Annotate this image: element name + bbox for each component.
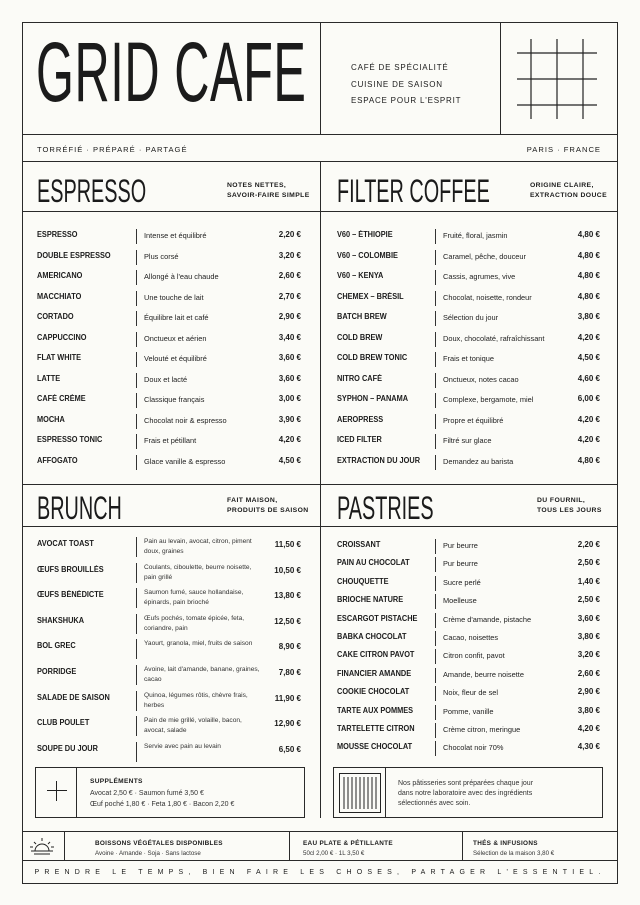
supplements-line: Avocat 2,50 € · Saumon fumé 3,50 €	[90, 790, 204, 797]
section-title-brunch: BRUNCH	[37, 490, 122, 526]
menu-row	[337, 292, 600, 306]
pastry-info-line: Nos pâtisseries sont préparées chaque jour	[398, 780, 534, 787]
item-desc: Pain au levain, avocat, citron, piment doux, graines	[144, 538, 252, 555]
item-price: 2,50 €	[577, 558, 600, 568]
divider	[435, 455, 436, 470]
menu-row	[337, 742, 600, 756]
item-price: 2,20 €	[278, 230, 301, 239]
divider	[435, 631, 436, 646]
item-desc: Cassis, agrumes, vive	[443, 272, 516, 281]
item-price: 3,00 €	[278, 394, 301, 403]
divider	[435, 434, 436, 449]
item-name: CHEMEX – BRÉSIL	[337, 291, 404, 301]
item-desc: Pomme, vanille	[443, 706, 494, 716]
divider	[136, 742, 137, 762]
item-desc: Intense et équilibré	[144, 231, 207, 240]
menu-row	[337, 456, 600, 470]
menu-row	[37, 292, 301, 306]
divider	[136, 716, 137, 736]
footer-water-title: EAU PLATE & PÉTILLANTE	[303, 840, 393, 847]
divider	[435, 352, 436, 367]
item-price: 3,80 €	[577, 632, 600, 641]
divider	[435, 649, 436, 664]
brunch-row	[37, 742, 301, 766]
divider	[435, 414, 436, 429]
menu-row	[337, 374, 600, 388]
item-name: MOUSSE CHOCOLAT	[337, 742, 413, 752]
divider	[435, 373, 436, 388]
menu-row	[37, 415, 301, 429]
section-note-line: SAVOIR-FAIRE SIMPLE	[227, 192, 310, 199]
divider	[136, 311, 137, 326]
item-desc: Sélection du jour	[443, 313, 499, 322]
item-name: BOL GREC	[37, 641, 76, 651]
item-price: 11,90 €	[274, 693, 301, 703]
footer-motto: PRENDRE LE TEMPS, BIEN FAIRE LES CHOSES, PARTAGER L'ESSENTIEL.	[34, 869, 606, 876]
divider	[435, 250, 436, 265]
sun-icon	[30, 837, 54, 857]
item-price: 4,80 €	[577, 230, 600, 239]
divider	[435, 291, 436, 306]
menu-row	[337, 251, 600, 265]
menu-row	[37, 312, 301, 326]
brunch-row	[37, 588, 301, 612]
section-note-line: EXTRACTION DOUCE	[530, 192, 608, 199]
item-name: ŒUFS BROUILLÉS	[37, 564, 104, 574]
item-desc: Filtré sur glace	[443, 436, 492, 445]
tagline	[351, 60, 461, 110]
item-price: 12,90 €	[274, 719, 301, 729]
item-desc: Chocolat, noisette, rondeur	[443, 292, 532, 302]
item-name: SHAKSHUKA	[37, 615, 85, 625]
menu-row	[37, 374, 301, 388]
item-price: 4,20 €	[577, 414, 600, 424]
item-name: CLUB POULET	[37, 718, 90, 728]
item-desc: Glace vanille & espresso	[144, 456, 226, 466]
menu-row	[337, 435, 600, 449]
divider	[435, 229, 436, 244]
supplements-box	[35, 767, 305, 818]
section-title-espresso: ESPRESSO	[37, 173, 147, 209]
menu-row	[37, 435, 301, 449]
item-name: EXTRACTION DU JOUR	[337, 455, 421, 465]
divider	[136, 537, 137, 557]
item-desc: Noix, fleur de sel	[443, 688, 499, 698]
item-desc: Plus corsé	[144, 251, 179, 261]
menu-row	[337, 687, 600, 701]
item-desc: Quinoa, légumes rôtis, chèvre frais, herbes	[144, 691, 248, 709]
item-price: 4,80 €	[577, 271, 600, 280]
item-name: ESCARGOT PISTACHE	[337, 613, 418, 623]
item-price: 2,20 €	[577, 540, 600, 549]
item-name: PORRIDGE	[37, 667, 77, 676]
divider	[136, 393, 137, 408]
divider	[136, 639, 137, 659]
item-desc: Onctueux, notes cacao	[443, 374, 519, 384]
item-name: ŒUFS BÉNÉDICTE	[37, 590, 104, 600]
divider	[435, 270, 436, 285]
section-note-line: FAIT MAISON,	[227, 497, 278, 504]
menu-row	[337, 333, 600, 347]
divider	[136, 588, 137, 608]
fournil-icon	[339, 773, 381, 813]
item-desc: Frais et tonique	[443, 354, 494, 363]
divider	[136, 352, 137, 367]
item-name: FLAT WHITE	[37, 353, 82, 362]
item-price: 13,80 €	[274, 591, 301, 601]
divider	[435, 723, 436, 738]
menu-row	[337, 271, 600, 285]
item-price: 3,80 €	[577, 705, 600, 715]
brunch-row	[37, 537, 301, 561]
item-price: 2,90 €	[577, 687, 600, 697]
section-note	[227, 181, 310, 201]
menu-row	[337, 595, 600, 609]
section-note-line: TOUS LES JOURS	[537, 507, 602, 514]
section-note-line: DU FOURNIL,	[537, 497, 586, 504]
item-name: CHOUQUETTE	[337, 576, 389, 586]
item-desc: Cacao, noisettes	[443, 633, 499, 642]
item-desc: Velouté et équilibré	[144, 354, 207, 363]
pastry-info-text	[398, 779, 533, 809]
plus-icon	[47, 781, 67, 801]
brunch-row	[37, 716, 301, 740]
divider	[136, 332, 137, 347]
item-name: V60 – KENYA	[337, 271, 384, 280]
divider	[136, 614, 137, 634]
item-name: ESPRESSO	[37, 230, 78, 239]
item-desc: Allongé à l'eau chaude	[144, 272, 219, 281]
item-price: 3,20 €	[278, 250, 301, 260]
item-name: CAKE CITRON PAVOT	[337, 650, 415, 660]
footer-veg-sub: Avoine · Amande · Soja · Sans lactose	[95, 850, 201, 857]
menu-row	[37, 333, 301, 347]
item-price: 4,50 €	[577, 353, 600, 362]
divider	[435, 557, 436, 572]
item-desc: Yaourt, granola, miel, fruits de saison	[144, 640, 253, 648]
item-name: COLD BREW	[337, 332, 383, 342]
item-desc: Complexe, bergamote, miel	[443, 395, 534, 404]
item-price: 11,50 €	[274, 540, 301, 549]
item-desc: Crème d'amande, pistache	[443, 614, 532, 624]
item-price: 2,60 €	[577, 668, 600, 678]
divider	[136, 270, 137, 285]
menu-row	[337, 540, 600, 554]
item-price: 4,30 €	[577, 742, 600, 752]
item-desc: Équilibre lait et café	[144, 313, 209, 322]
grid-logo-icon	[517, 39, 597, 119]
menu-row	[337, 706, 600, 720]
item-price: 3,40 €	[278, 332, 301, 342]
section-note	[537, 496, 602, 516]
section-note-line: PRODUITS DE SAISON	[227, 507, 309, 514]
item-name: COLD BREW TONIC	[337, 353, 408, 362]
divider	[435, 393, 436, 408]
item-desc: Doux, chocolaté, rafraîchissant	[443, 333, 545, 343]
item-name: DOUBLE ESPRESSO	[37, 250, 111, 260]
motto: TORRÉFIÉ · PRÉPARÉ · PARTAGÉ	[37, 145, 188, 154]
item-price: 12,50 €	[274, 616, 301, 626]
item-name: CAPPUCCINO	[37, 332, 87, 342]
item-desc: Frais et pétillant	[144, 436, 197, 445]
section-note	[227, 496, 309, 516]
item-name: FINANCIER AMANDE	[337, 668, 412, 678]
divider	[435, 311, 436, 326]
menu-row	[37, 353, 301, 367]
item-name: AEROPRESS	[337, 414, 384, 424]
supplements-title: SUPPLÉMENTS	[90, 778, 143, 785]
item-desc: Fruité, floral, jasmin	[443, 231, 508, 240]
menu-row	[337, 558, 600, 572]
item-name: COOKIE CHOCOLAT	[337, 687, 410, 697]
item-name: V60 – ÉTHIOPIE	[337, 230, 393, 239]
item-desc: Avoine, lait d'amande, banane, graines, cacao	[144, 666, 260, 683]
item-price: 2,60 €	[278, 271, 301, 280]
divider	[435, 332, 436, 347]
item-price: 3,90 €	[278, 414, 301, 424]
divider	[136, 434, 137, 449]
menu-row	[337, 614, 600, 628]
item-desc: Amande, beurre noisette	[443, 669, 524, 679]
section-title-filter: FILTER COFFEE	[337, 173, 490, 209]
item-name: V60 – COLOMBIE	[337, 250, 398, 260]
item-name: PAIN AU CHOCOLAT	[337, 558, 410, 568]
pastry-info-line: dans notre laboratoire avec des ingrédients	[398, 790, 533, 797]
item-desc: Onctueux et aérien	[144, 333, 207, 343]
item-price: 4,20 €	[577, 332, 600, 342]
divider	[435, 705, 436, 720]
section-note	[530, 181, 607, 201]
tagline-line: ESPACE POUR L'ESPRIT	[351, 96, 462, 105]
item-name: LATTE	[37, 373, 61, 383]
menu-row	[337, 669, 600, 683]
item-price: 4,80 €	[577, 250, 600, 260]
item-desc: Caramel, pêche, douceur	[443, 251, 526, 261]
item-price: 8,90 €	[278, 642, 301, 652]
item-price: 2,90 €	[278, 312, 301, 321]
section-title-pastries: PASTRIES	[337, 490, 434, 526]
footer-tea-sub: Sélection de la maison 3,80 €	[473, 850, 555, 857]
footer-veg-title: BOISSONS VÉGÉTALES DISPONIBLES	[95, 840, 223, 847]
brunch-row	[37, 691, 301, 715]
item-desc: Saumon fumé, sauce hollandaise, épinards, pain brioché	[144, 589, 244, 607]
item-name: BATCH BREW	[337, 312, 387, 321]
divider	[136, 455, 137, 470]
pastry-info-box	[333, 767, 603, 818]
item-name: AFFOGATO	[37, 455, 78, 465]
item-price: 3,60 €	[278, 353, 301, 362]
item-price: 1,40 €	[577, 576, 600, 586]
item-desc: Sucre perlé	[443, 577, 481, 587]
item-desc: Pain de mie grillé, volaille, bacon, avocat, salade	[144, 717, 242, 735]
item-desc: Classique français	[144, 395, 205, 404]
menu-row	[337, 230, 600, 244]
brunch-row	[37, 665, 301, 689]
item-price: 7,80 €	[278, 668, 301, 677]
item-name: SALADE DE SAISON	[37, 692, 110, 702]
item-desc: Propre et équilibré	[443, 415, 504, 425]
supplements-line: Œuf poché 1,80 € · Feta 1,80 € · Bacon 2,20 €	[90, 801, 235, 808]
item-desc: Moelleuse	[443, 596, 477, 606]
item-price: 4,80 €	[577, 455, 600, 465]
item-desc: Servie avec pain au levain	[144, 742, 221, 750]
item-name: BRIOCHE NATURE	[337, 595, 404, 605]
item-price: 2,70 €	[278, 291, 301, 301]
item-price: 4,50 €	[278, 455, 301, 465]
divider	[435, 594, 436, 609]
item-name: ICED FILTER	[337, 435, 382, 444]
divider	[136, 250, 137, 265]
item-price: 4,80 €	[577, 291, 600, 301]
menu-row	[337, 577, 600, 591]
item-name: NITRO CAFÉ	[337, 373, 382, 383]
footer-water-sub: 50cl 2,00 € · 1L 3,50 €	[303, 850, 365, 857]
footer-tea-title: THÉS & INFUSIONS	[473, 840, 538, 847]
item-name: TARTE AUX POMMES	[337, 705, 414, 715]
item-price: 10,50 €	[274, 565, 301, 575]
item-price: 6,50 €	[278, 744, 301, 754]
divider	[435, 613, 436, 628]
item-price: 3,20 €	[577, 650, 600, 660]
tagline-line: CUISINE DE SAISON	[351, 79, 443, 89]
menu-row	[337, 632, 600, 646]
item-name: CROISSANT	[337, 540, 381, 549]
brunch-row	[37, 563, 301, 587]
item-name: ESPRESSO TONIC	[37, 435, 103, 444]
divider	[435, 539, 436, 554]
item-desc: Chocolat noir 70%	[443, 743, 504, 753]
divider	[136, 414, 137, 429]
divider	[136, 563, 137, 583]
item-desc: Citron confit, pavot	[443, 651, 505, 661]
item-desc: Une touche de lait	[144, 292, 204, 302]
item-desc: Coulants, ciboulette, beurre noisette, pain grillé	[144, 563, 252, 581]
tagline-line: CAFÉ DE SPÉCIALITÉ	[351, 63, 449, 72]
item-price: 4,60 €	[577, 373, 600, 383]
page-title: GRID CAFE	[36, 25, 307, 119]
item-name: CAFÉ CRÈME	[37, 394, 86, 403]
divider	[435, 686, 436, 701]
menu-row	[337, 394, 600, 408]
item-price: 3,60 €	[577, 613, 600, 623]
divider	[435, 668, 436, 683]
item-desc: Chocolat noir & espresso	[144, 415, 227, 425]
menu-row	[37, 456, 301, 470]
item-price: 4,20 €	[577, 724, 600, 733]
divider	[136, 691, 137, 711]
item-desc: Demandez au barista	[443, 456, 514, 466]
item-desc: Œufs pochés, tomate épicée, feta, coriandre, pain	[144, 614, 245, 632]
pastry-info-line: sélectionnés avec soin.	[398, 800, 471, 807]
item-price: 2,50 €	[577, 595, 600, 605]
item-price: 4,20 €	[278, 435, 301, 444]
item-name: AMERICANO	[37, 271, 83, 280]
menu-row	[37, 271, 301, 285]
item-desc: Pur beurre	[443, 541, 478, 550]
item-price: 4,20 €	[577, 435, 600, 444]
item-price: 3,80 €	[577, 312, 600, 321]
divider	[435, 741, 436, 756]
location: PARIS · FRANCE	[526, 145, 601, 154]
item-desc: Crème citron, meringue	[443, 725, 521, 734]
menu-row	[337, 724, 600, 738]
item-name: BABKA CHOCOLAT	[337, 632, 407, 641]
menu-row	[337, 650, 600, 664]
menu-row	[337, 312, 600, 326]
brunch-row	[37, 614, 301, 638]
item-desc: Pur beurre	[443, 559, 478, 569]
item-name: SYPHON – PANAMA	[337, 394, 409, 403]
divider	[136, 665, 137, 685]
item-desc: Doux et lacté	[144, 374, 188, 384]
menu-row	[337, 353, 600, 367]
item-name: MOCHA	[37, 414, 65, 424]
item-name: TARTELETTE CITRON	[337, 724, 415, 733]
section-note-line: NOTES NETTES,	[227, 182, 287, 189]
section-note-line: ORIGINE CLAIRE,	[530, 182, 594, 189]
item-name: CORTADO	[37, 312, 74, 321]
item-name: AVOCAT TOAST	[37, 539, 94, 548]
menu-row	[37, 251, 301, 265]
menu-row	[37, 394, 301, 408]
divider	[136, 373, 137, 388]
menu-row	[37, 230, 301, 244]
item-name: SOUPE DU JOUR	[37, 743, 98, 753]
divider	[435, 576, 436, 591]
item-price: 6,00 €	[577, 394, 600, 403]
divider	[136, 291, 137, 306]
item-name: MACCHIATO	[37, 291, 82, 301]
brunch-row	[37, 639, 301, 663]
item-price: 3,60 €	[278, 373, 301, 383]
menu-row	[337, 415, 600, 429]
divider	[136, 229, 137, 244]
